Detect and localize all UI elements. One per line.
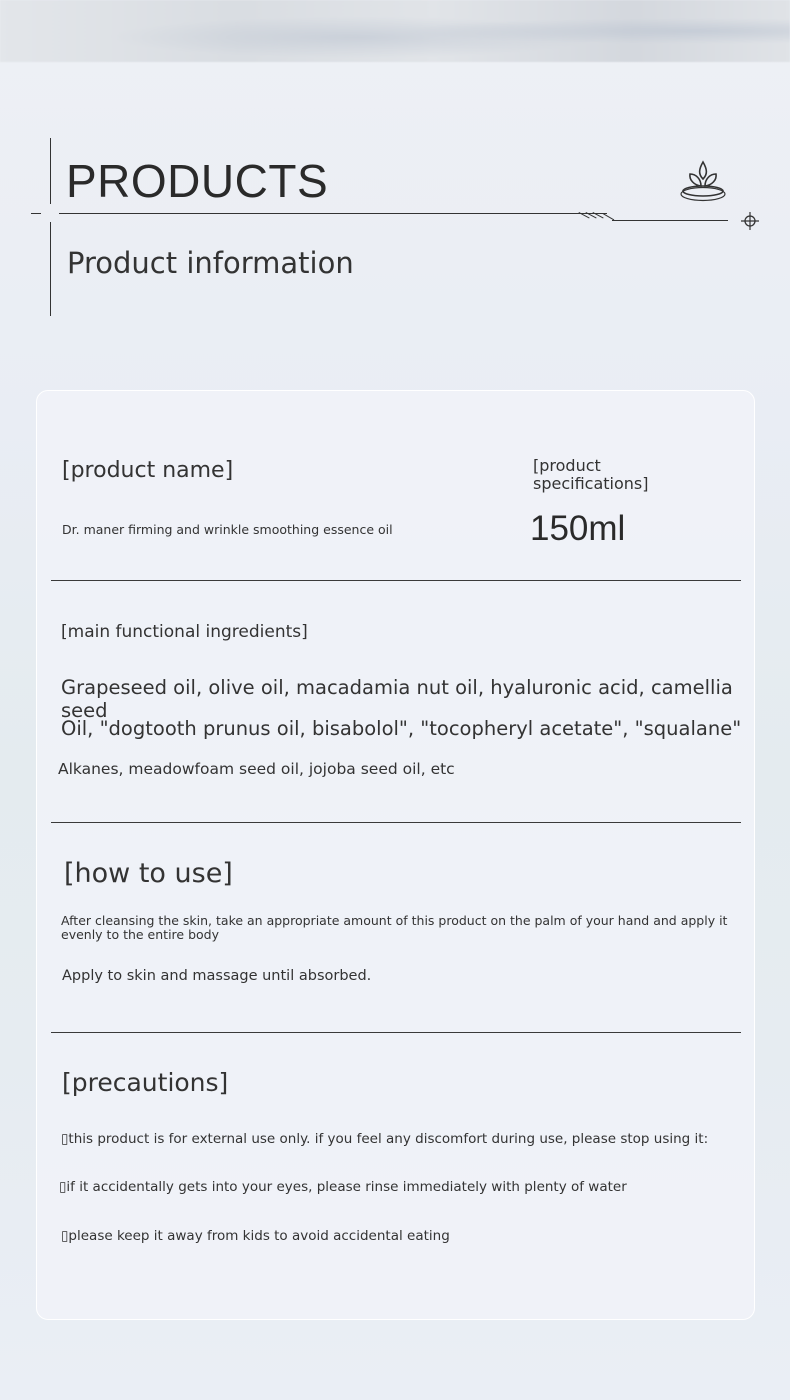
product-info-card bbox=[36, 390, 755, 1320]
how-to-use-line1: After cleansing the skin, take an appropriate amount of this product on the palm of your hand and apply it bbox=[61, 913, 728, 928]
section-divider bbox=[51, 1032, 741, 1033]
specifications-label bbox=[533, 457, 648, 493]
precaution-item: ▯this product is for external use only. if you feel any discomfort during use, please stop using it: bbox=[61, 1131, 709, 1147]
specifications-label-line1: [product bbox=[533, 456, 601, 475]
precautions-label: [precautions] bbox=[62, 1068, 229, 1097]
header-horizontal-rule bbox=[59, 213, 607, 214]
product-name-label: [product name] bbox=[62, 458, 234, 483]
ingredients-line3: Alkanes, meadowfoam seed oil, jojoba seed oil, etc bbox=[58, 760, 455, 778]
header-vertical-rule-top bbox=[50, 138, 51, 204]
how-to-use-label: [how to use] bbox=[64, 858, 233, 889]
how-to-use-line3: Apply to skin and massage until absorbed. bbox=[62, 968, 372, 984]
header-horizontal-rule-right bbox=[612, 220, 728, 221]
ingredients-line2: Oil, "dogtooth prunus oil, bisabolol", "tocopheryl acetate", "squalane" bbox=[61, 717, 742, 740]
product-name-value: Dr. maner firming and wrinkle smoothing essence oil bbox=[62, 522, 393, 537]
page-title: PRODUCTS bbox=[66, 155, 329, 207]
precaution-item: ▯please keep it away from kids to avoid accidental eating bbox=[61, 1228, 450, 1244]
header-left-tick bbox=[31, 213, 41, 214]
ingredients-label: [main functional ingredients] bbox=[61, 622, 308, 642]
header bbox=[0, 62, 790, 382]
top-banner-image bbox=[0, 0, 790, 62]
header-vertical-rule-bottom bbox=[50, 222, 51, 316]
page-subtitle: Product information bbox=[67, 246, 354, 280]
section-divider bbox=[51, 822, 741, 823]
how-to-use-line2: evenly to the entire body bbox=[61, 927, 219, 942]
specifications-label-line2: specifications] bbox=[533, 474, 649, 493]
leaf-drop-icon bbox=[680, 160, 726, 202]
specifications-value: 150ml bbox=[530, 509, 626, 548]
section-divider bbox=[51, 580, 741, 581]
precaution-item: ▯if it accidentally gets into your eyes, please rinse immediately with plenty of water bbox=[59, 1179, 627, 1195]
crosshair-icon bbox=[741, 212, 759, 230]
ingredients-line1: Grapeseed oil, olive oil, macadamia nut oil, hyaluronic acid, camellia seed bbox=[61, 676, 733, 722]
